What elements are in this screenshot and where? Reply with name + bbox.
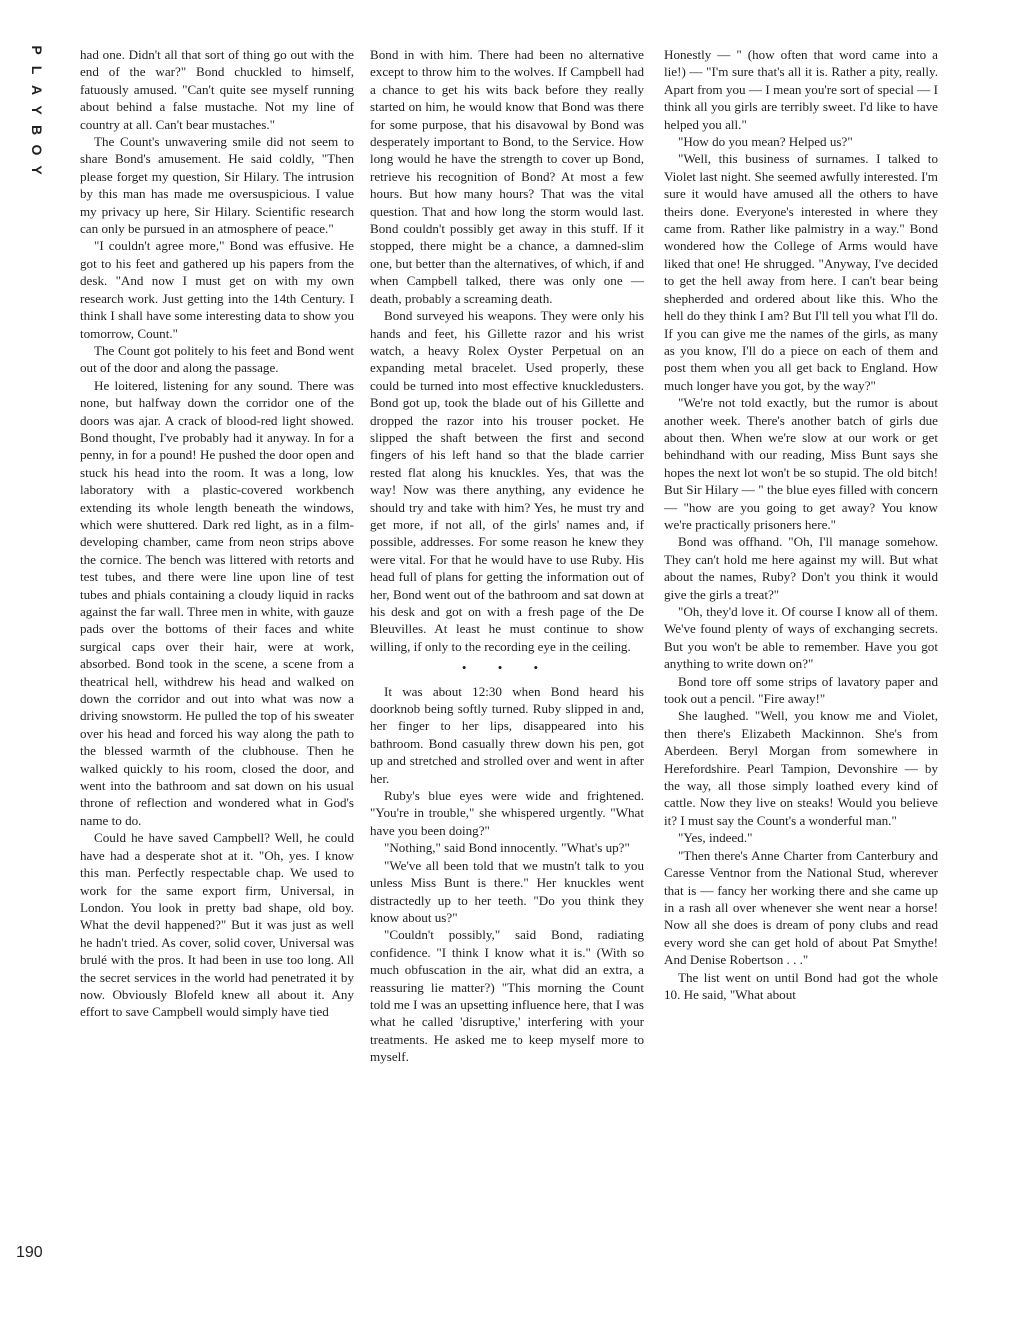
paragraph: The Count got politely to his feet and Bond went out of the door and along the passage. — [80, 342, 354, 376]
paragraph: "I couldn't agree more," Bond was effusive. He got to his feet and gathered up his papers from the desk. "And now I must get on with my own research work. Just getting into the 14th Century. I think I shall have some interesting data to show you tomorrow, Count." — [80, 238, 354, 341]
paragraph: had one. Didn't all that sort of thing go out with the end of the war?" Bond chuckled to himself, fatuously amused. "Can't quite see myself running about behind a false mustache. Not my line of country at all. Can't bear mustaches." — [80, 47, 354, 132]
paragraph: "We're not told exactly, but the rumor is about another week. There's another batch of girls due about then. When we're slow at our work or get behindhand with our reading, Miss Bunt says she hopes the next lot won't be so stupid. The old bitch! But Sir Hilary — " the blue eyes filled with concern — "how are you going to get away? You know we're practically prisoners here." — [664, 395, 938, 532]
paragraph: "How do you mean? Helped us?" — [678, 134, 853, 150]
paragraph: "We've all been told that we mustn't talk to you unless Miss Bunt is there." Her knuckles went distractedly up to her teeth. "Do you think they know about us?" — [370, 857, 644, 925]
masthead-letter: O — [29, 144, 45, 156]
text-column-1 — [80, 46, 354, 1272]
section-break: • • • — [461, 660, 553, 676]
paragraph: The Count's unwavering smile did not seem to share Bond's amusement. He said coldly, "Then please forget my question, Sir Hilary. The intrusion by this man has made me oversuspicious. I value my privacy up here, Sir Hilary. Scientific research can only be pursued in an atmosphere of peace." — [80, 134, 354, 237]
paragraph: It was about 12:30 when Bond heard his doorknob being softly turned. Ruby slipped in and, her finger to her lips, disappeared into his bathroom. Bond casually threw down his pen, got up and stretched and strolled over and went in after her. — [370, 683, 644, 786]
masthead-letter: B — [29, 124, 45, 136]
paragraph: Honestly — " (how often that word came into a lie!) — "I'm sure that's all it is. Rather a pity, really. Apart from you — I mean you're sort of special — I think all you girls are terribly sweet. I'd like to have helped you all." — [664, 47, 938, 132]
paragraph: Bond was offhand. "Oh, I'll manage somehow. They can't hold me here against my will. But what about the names, Ruby? Don't you think it would give the girls a treat?" — [664, 534, 938, 602]
paragraph: "Yes, indeed." — [678, 830, 753, 846]
paragraph: Bond tore off some strips of lavatory paper and took out a pencil. "Fire away!" — [664, 673, 938, 707]
paragraph: "Then there's Anne Charter from Canterbury and Caresse Ventnor from the National Stud, wherever that is — fancy her working there and she came up in a rash all over whenever she went near a horse! Now all she does is dream of pony clubs and read every word she can get hold of about Pat Smythe! And Denise Robertson . . ." — [664, 847, 938, 968]
paragraph: He loitered, listening for any sound. There was none, but halfway down the corridor one of the doors was ajar. A crack of blood-red light showed. Bond thought, I've probably had it anyway. In for a penny, in for a pound! He pushed the door open and stuck his head into the room. It was a long, low laboratory with a plastic-covered workbench extending its whole length beneath the windows, which were shuttered. Dark red light, as in a film-developing chamber, came from neon strips above the cornice. The bench was littered with retorts and test tubes, and there were line upon line of test tubes and phials containing a cloudy liquid in racks against the far wall. Three men in white, with gauze pads over the bottoms of their faces and white surgical caps over their hair, were at work, absorbed. Bond took in the scene, a scene from a theatrical hell, withdrew his head and walked on down the corridor and out into what was now a driving snowstorm. He pulled the top of his sweater over his head and forced his way along the path to the blessed warmth of the clubhouse. Then he walked quickly to his room, closed the door, and went into the bathroom and sat down on his usual throne of reflection and wondered what in God's name to do. — [80, 377, 354, 828]
paragraph: The list went on until Bond had got the whole 10. He said, "What about — [664, 969, 938, 1002]
text-column-3 — [664, 46, 938, 1272]
paragraph: "Oh, they'd love it. Of course I know all of them. We've found plenty of ways of exchanging secrets. But you won't be able to remember. Have you got anything to write down on?" — [664, 604, 938, 672]
masthead-letter: Y — [29, 105, 45, 115]
text-column-2 — [370, 46, 644, 1272]
masthead-letter: L — [29, 65, 45, 75]
paragraph: "Nothing," said Bond innocently. "What's up?" — [384, 840, 630, 856]
paragraph: Bond surveyed his weapons. They were only his hands and feet, his Gillette razor and his wrist watch, a heavy Rolex Oyster Perpetual on an expanding metal bracelet. Used properly, these could be turned into most effective knuckledusters. Bond got up, took the blade out of his Gillette and dropped the razor into his trouser pocket. He slipped the shaft between the first and second fingers of his left hand so that the blade carrier rested flat along his knuckles. Yes, that was the way! Now was there anything, any evidence he should try and take with him? Yes, he must try and get more, if not all, of the girls' names and, if possible, addresses. For some reason he knew they were vital. For that he would have to use Ruby. His head full of plans for getting the information out of her, Bond went out of the bathroom and sat down at his desk and got on with a fresh page of the De Bleuvilles. At least he must continue to show willing, if only to the recording eye in the ceiling. — [370, 308, 644, 654]
paragraph: She laughed. "Well, you know me and Violet, then there's Elizabeth Mackinnon. She's from Aberdeen. Beryl Morgan from somewhere in Herefordshire. Pearl Tampion, Devonshire — by the way, all those simply loathed every kind of cattle. Now they live on steaks! Would you believe it? I must say the Count's a wonderful man." — [664, 708, 938, 828]
masthead-letter: P — [29, 45, 45, 55]
paragraph: Could he have saved Campbell? Well, he could have had a desperate shot at it. "Oh, yes. I know this man. Perfectly respectable chap. We used to work for the same export firm, Universal, in London. You look in pretty bad shape, old boy. What the devil happened?" But it was just as well he hadn't tried. As cover, solid cover, Universal was brulé with the pros. It had been in use too long. All the secret services in the world had penetrated it by now. Obviously Blofeld knew all about it. Any effort to save Campbell would simply have tied — [80, 830, 354, 1020]
page-number: 190 — [16, 1244, 43, 1261]
masthead-letter: A — [29, 84, 45, 96]
masthead-letter: Y — [29, 165, 45, 175]
magazine-masthead — [22, 40, 46, 180]
paragraph: "Couldn't possibly," said Bond, radiating confidence. "I think I know what it is." (With so much obfuscation in the air, what did an extra, a reassuring lie matter?) "This morning the Count told me I was an upsetting influence here, that I was what he called 'disruptive,' interfering with your treatments. He asked me to keep myself more to myself. — [370, 927, 644, 1065]
paragraph: Bond in with him. There had been no alternative except to throw him to the wolves. If Campbell had a chance to get his wits back before they really started on him, he would know that Bond was there for some purpose, that his disavowal by Bond was desperately important to Bond, to the Service. How long would he have the strength to cover up Bond, retrieve his recognition of Bond? At most a few hours. But how many hours? That was the vital question. That and how long the storm would last. Bond couldn't possibly get away in this stuff. If it stopped, there might be a chance, a damned-slim one, but better than the alternatives, of which, if and when Campbell talked, there was only one — death, probably a screaming death. — [370, 47, 644, 306]
paragraph: Ruby's blue eyes were wide and frightened. "You're in trouble," she whispered urgently. "What have you been doing?" — [370, 788, 644, 838]
paragraph: "Well, this business of surnames. I talked to Violet last night. She seemed awfully interested. I'm sure it would have amused all the others to have theirs done. Everyone's interested in where they came from. Rather like palmistry in a way." Bond wondered how the College of Arms would have liked that one! He shrugged. "Anyway, I've decided to get the hell away from here. I can't bear being shepherded and ordered about like this. Who the hell do they think I am? But I'll tell you what I'll do. If you can give me the names of the girls, as many as you know, I'll do a piece on each of them and post them when you all get back to England. How much longer have you got, by the way?" — [664, 151, 938, 393]
